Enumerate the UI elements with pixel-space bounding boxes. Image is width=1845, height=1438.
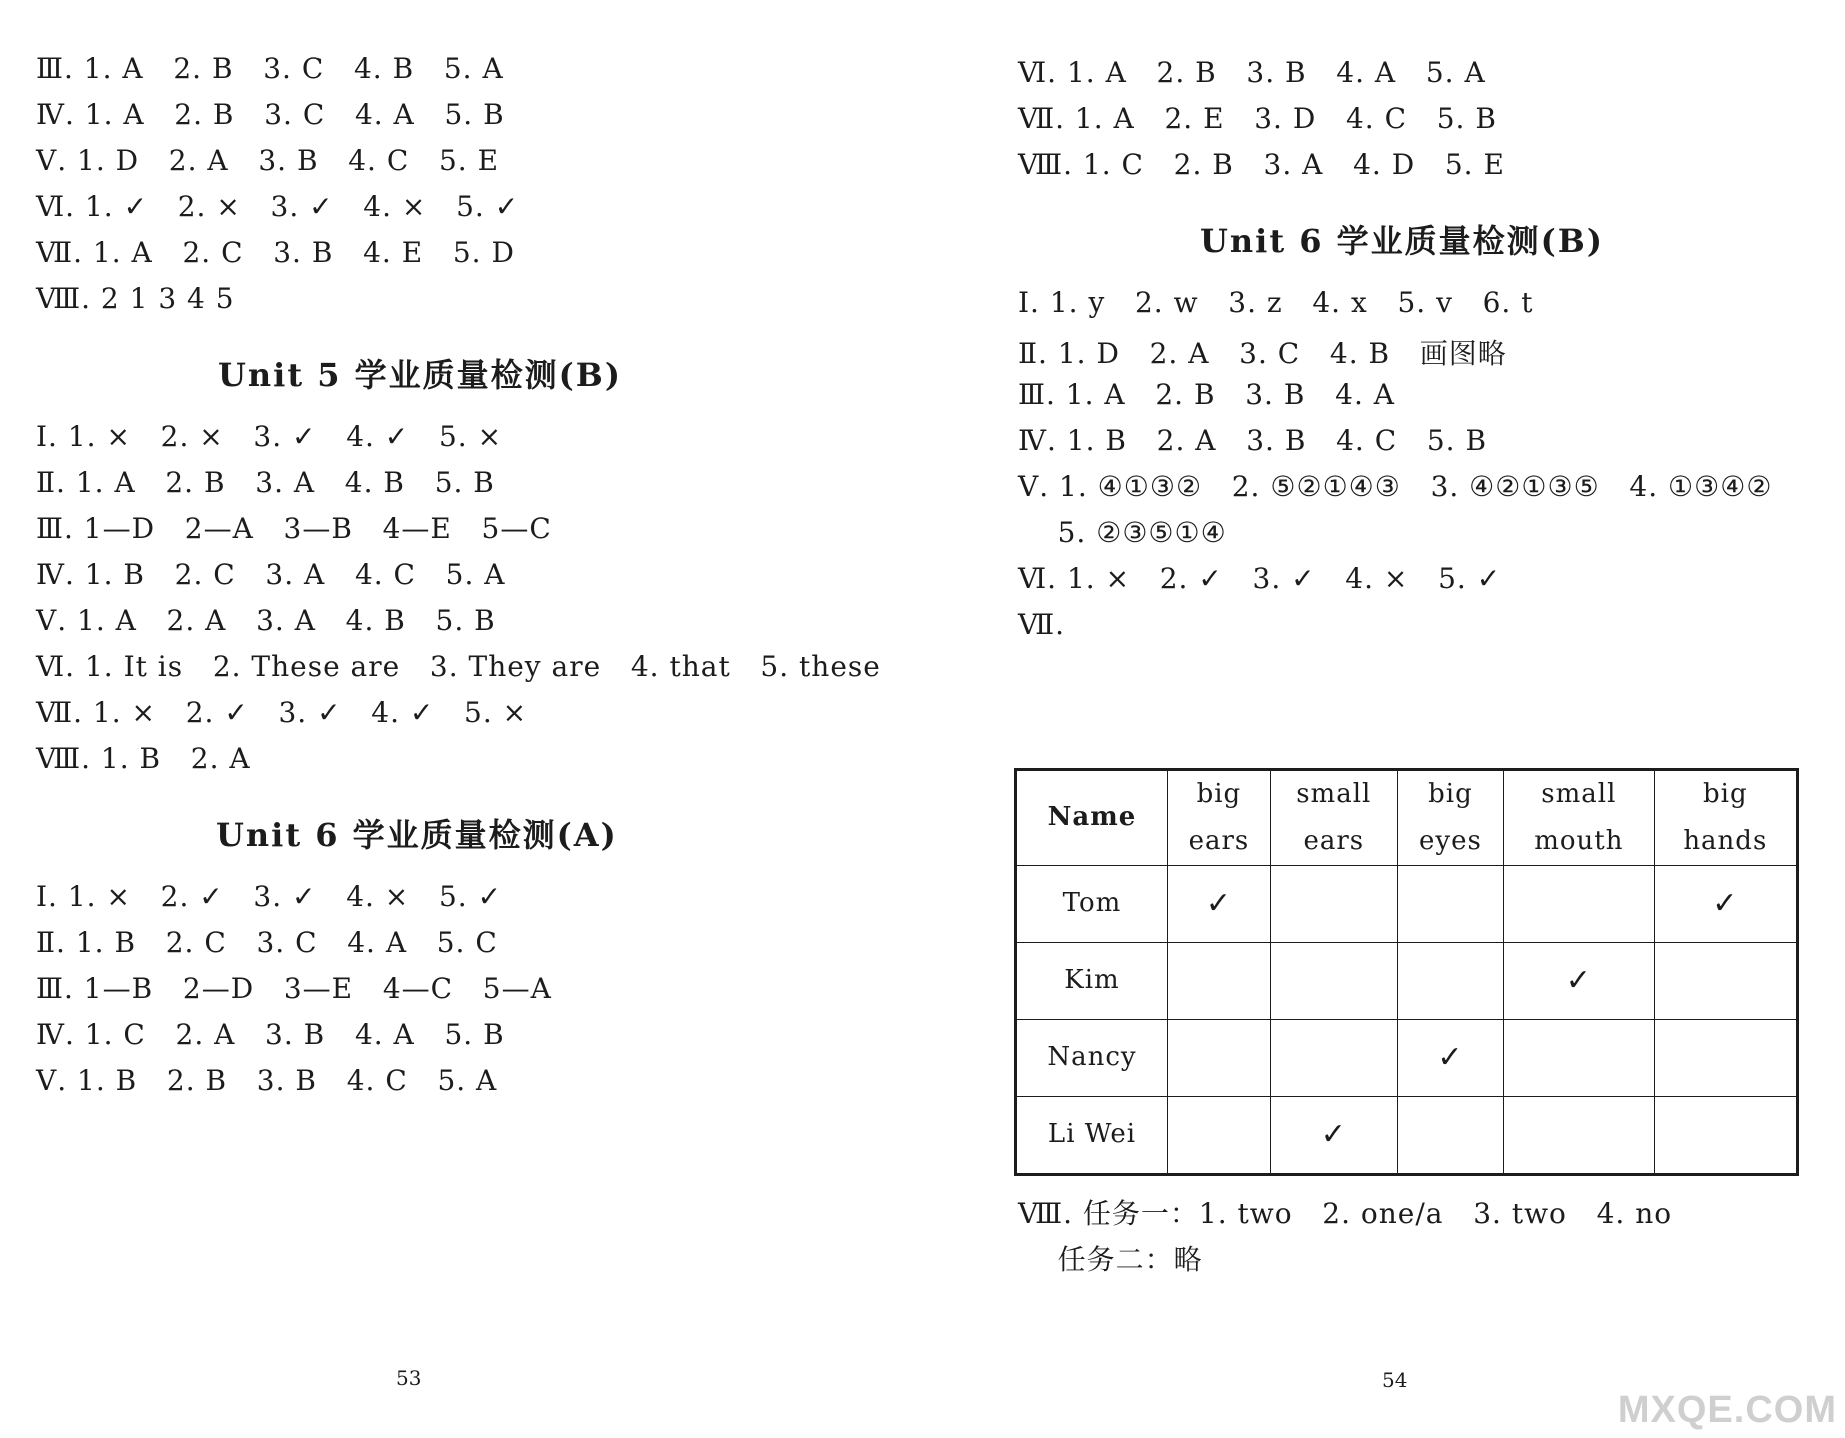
- page-number: 54: [1382, 1368, 1408, 1392]
- table-header-cell: [1397, 770, 1503, 866]
- row-name: Kim: [1016, 942, 1168, 1019]
- answer-line: Ⅲ. 1. A 2. B 3. C 4. B 5. A: [36, 52, 504, 85]
- answer-line: Ⅶ.: [1018, 608, 1066, 641]
- answer-line: Ⅶ. 1. A 2. C 3. B 4. E 5. D: [36, 236, 515, 269]
- table-row: [1016, 942, 1798, 1019]
- right-page: [1000, 0, 1845, 1438]
- answer-line: Ⅰ. 1. × 2. × 3. ✓ 4. ✓ 5. ×: [36, 420, 503, 453]
- table-cell: [1654, 942, 1797, 1019]
- header-line: big: [1703, 779, 1748, 809]
- answer-line: Ⅳ. 1. A 2. B 3. C 4. A 5. B: [36, 98, 505, 131]
- table-cell: [1504, 1096, 1654, 1174]
- answer-line: Ⅰ. 1. × 2. ✓ 3. ✓ 4. × 5. ✓: [36, 880, 503, 913]
- table-cell: [1168, 1019, 1271, 1096]
- watermark-logo: MXQE.COM: [1617, 1389, 1837, 1431]
- section-heading: Unit 5 学业质量检测(B): [218, 356, 622, 394]
- table-cell: [1270, 942, 1397, 1019]
- answer-line: Ⅵ. 1. × 2. ✓ 3. ✓ 4. × 5. ✓: [1018, 562, 1502, 595]
- answer-line: Ⅴ. 1. ④①③② 2. ⑤②①④③ 3. ④②①③⑤ 4. ①③④②: [1018, 470, 1773, 503]
- header-line: small: [1296, 779, 1372, 809]
- row-name: Nancy: [1016, 1019, 1168, 1096]
- page-number: 53: [396, 1366, 422, 1390]
- table-cell: [1654, 1019, 1797, 1096]
- answer-line: 任务二：略: [1018, 1243, 1203, 1276]
- section-heading: Unit 6 学业质量检测(B): [1200, 222, 1604, 260]
- answer-line: Ⅴ. 1. B 2. B 3. B 4. C 5. A: [36, 1064, 498, 1097]
- answer-line: Ⅰ. 1. y 2. w 3. z 4. x 5. v 6. t: [1018, 286, 1534, 319]
- answer-line: Ⅱ. 1. D 2. A 3. C 4. B 画图略: [1018, 337, 1507, 370]
- table-header-cell: [1168, 770, 1271, 866]
- table-cell: [1397, 865, 1503, 942]
- answer-line: Ⅴ. 1. A 2. A 3. A 4. B 5. B: [36, 604, 496, 637]
- answer-line: Ⅲ. 1—B 2—D 3—E 4—C 5—A: [36, 972, 552, 1005]
- table-cell: [1504, 865, 1654, 942]
- table-header-cell: [1270, 770, 1397, 866]
- answer-line: Ⅲ. 1. A 2. B 3. B 4. A: [1018, 378, 1395, 411]
- table-header-cell: [1504, 770, 1654, 866]
- table-cell: [1270, 865, 1397, 942]
- section-heading: Unit 6 学业质量检测(A): [216, 816, 618, 854]
- table-cell: [1654, 1096, 1797, 1174]
- header-line: ears: [1188, 825, 1250, 856]
- table-header-row: [1016, 770, 1798, 866]
- left-page: [0, 0, 920, 1438]
- answer-line: Ⅵ. 1. ✓ 2. × 3. ✓ 4. × 5. ✓: [36, 190, 520, 223]
- table-cell: [1397, 942, 1503, 1019]
- table-cell: ✓: [1270, 1096, 1397, 1174]
- table-row: [1016, 865, 1798, 942]
- table-cell: ✓: [1504, 942, 1654, 1019]
- header-line: small: [1541, 779, 1617, 809]
- answer-line: Ⅵ. 1. It is 2. These are 3. They are 4. that 5. these: [36, 650, 881, 683]
- answer-line: Ⅷ. 1. B 2. A: [36, 742, 251, 775]
- header-line: ears: [1303, 825, 1365, 856]
- row-name: Tom: [1016, 865, 1168, 942]
- answer-line: Ⅶ. 1. A 2. E 3. D 4. C 5. B: [1018, 102, 1497, 135]
- answer-line: Ⅴ. 1. D 2. A 3. B 4. C 5. E: [36, 144, 500, 177]
- table-cell: ✓: [1654, 865, 1797, 942]
- answer-line: Ⅳ. 1. B 2. C 3. A 4. C 5. A: [36, 558, 506, 591]
- table-cell: [1270, 1019, 1397, 1096]
- header-line: mouth: [1534, 825, 1624, 856]
- table-cell: [1504, 1019, 1654, 1096]
- answer-line: Ⅱ. 1. B 2. C 3. C 4. A 5. C: [36, 926, 498, 959]
- answer-line: Ⅷ. 任务一：1. two 2. one/a 3. two 4. no: [1018, 1197, 1673, 1230]
- table-cell: [1397, 1096, 1503, 1174]
- header-line: hands: [1683, 825, 1768, 856]
- header-line: eyes: [1419, 825, 1482, 856]
- answer-line: Ⅳ. 1. B 2. A 3. B 4. C 5. B: [1018, 424, 1488, 457]
- answer-line: Ⅱ. 1. A 2. B 3. A 4. B 5. B: [36, 466, 495, 499]
- answer-line: Ⅲ. 1—D 2—A 3—B 4—E 5—C: [36, 512, 552, 545]
- header-line: big: [1428, 779, 1473, 809]
- answer-line: Ⅶ. 1. × 2. ✓ 3. ✓ 4. ✓ 5. ×: [36, 696, 528, 729]
- table-header-cell: [1654, 770, 1797, 866]
- header-line: big: [1196, 779, 1242, 809]
- answer-line: Ⅷ. 2 1 3 4 5: [36, 282, 235, 315]
- answer-line: 5. ②③⑤①④: [1018, 516, 1227, 549]
- row-name: Li Wei: [1016, 1096, 1168, 1174]
- table-row: [1016, 1096, 1798, 1174]
- table-header-name: Name: [1016, 770, 1168, 866]
- feature-table: [1014, 768, 1799, 1176]
- answer-line: Ⅵ. 1. A 2. B 3. B 4. A 5. A: [1018, 56, 1486, 89]
- table-cell: ✓: [1168, 865, 1271, 942]
- answer-line: Ⅳ. 1. C 2. A 3. B 4. A 5. B: [36, 1018, 505, 1051]
- answer-line: Ⅷ. 1. C 2. B 3. A 4. D 5. E: [1018, 148, 1505, 181]
- table-cell: [1168, 1096, 1271, 1174]
- table-cell: [1168, 942, 1271, 1019]
- table-row: [1016, 1019, 1798, 1096]
- table-cell: ✓: [1397, 1019, 1503, 1096]
